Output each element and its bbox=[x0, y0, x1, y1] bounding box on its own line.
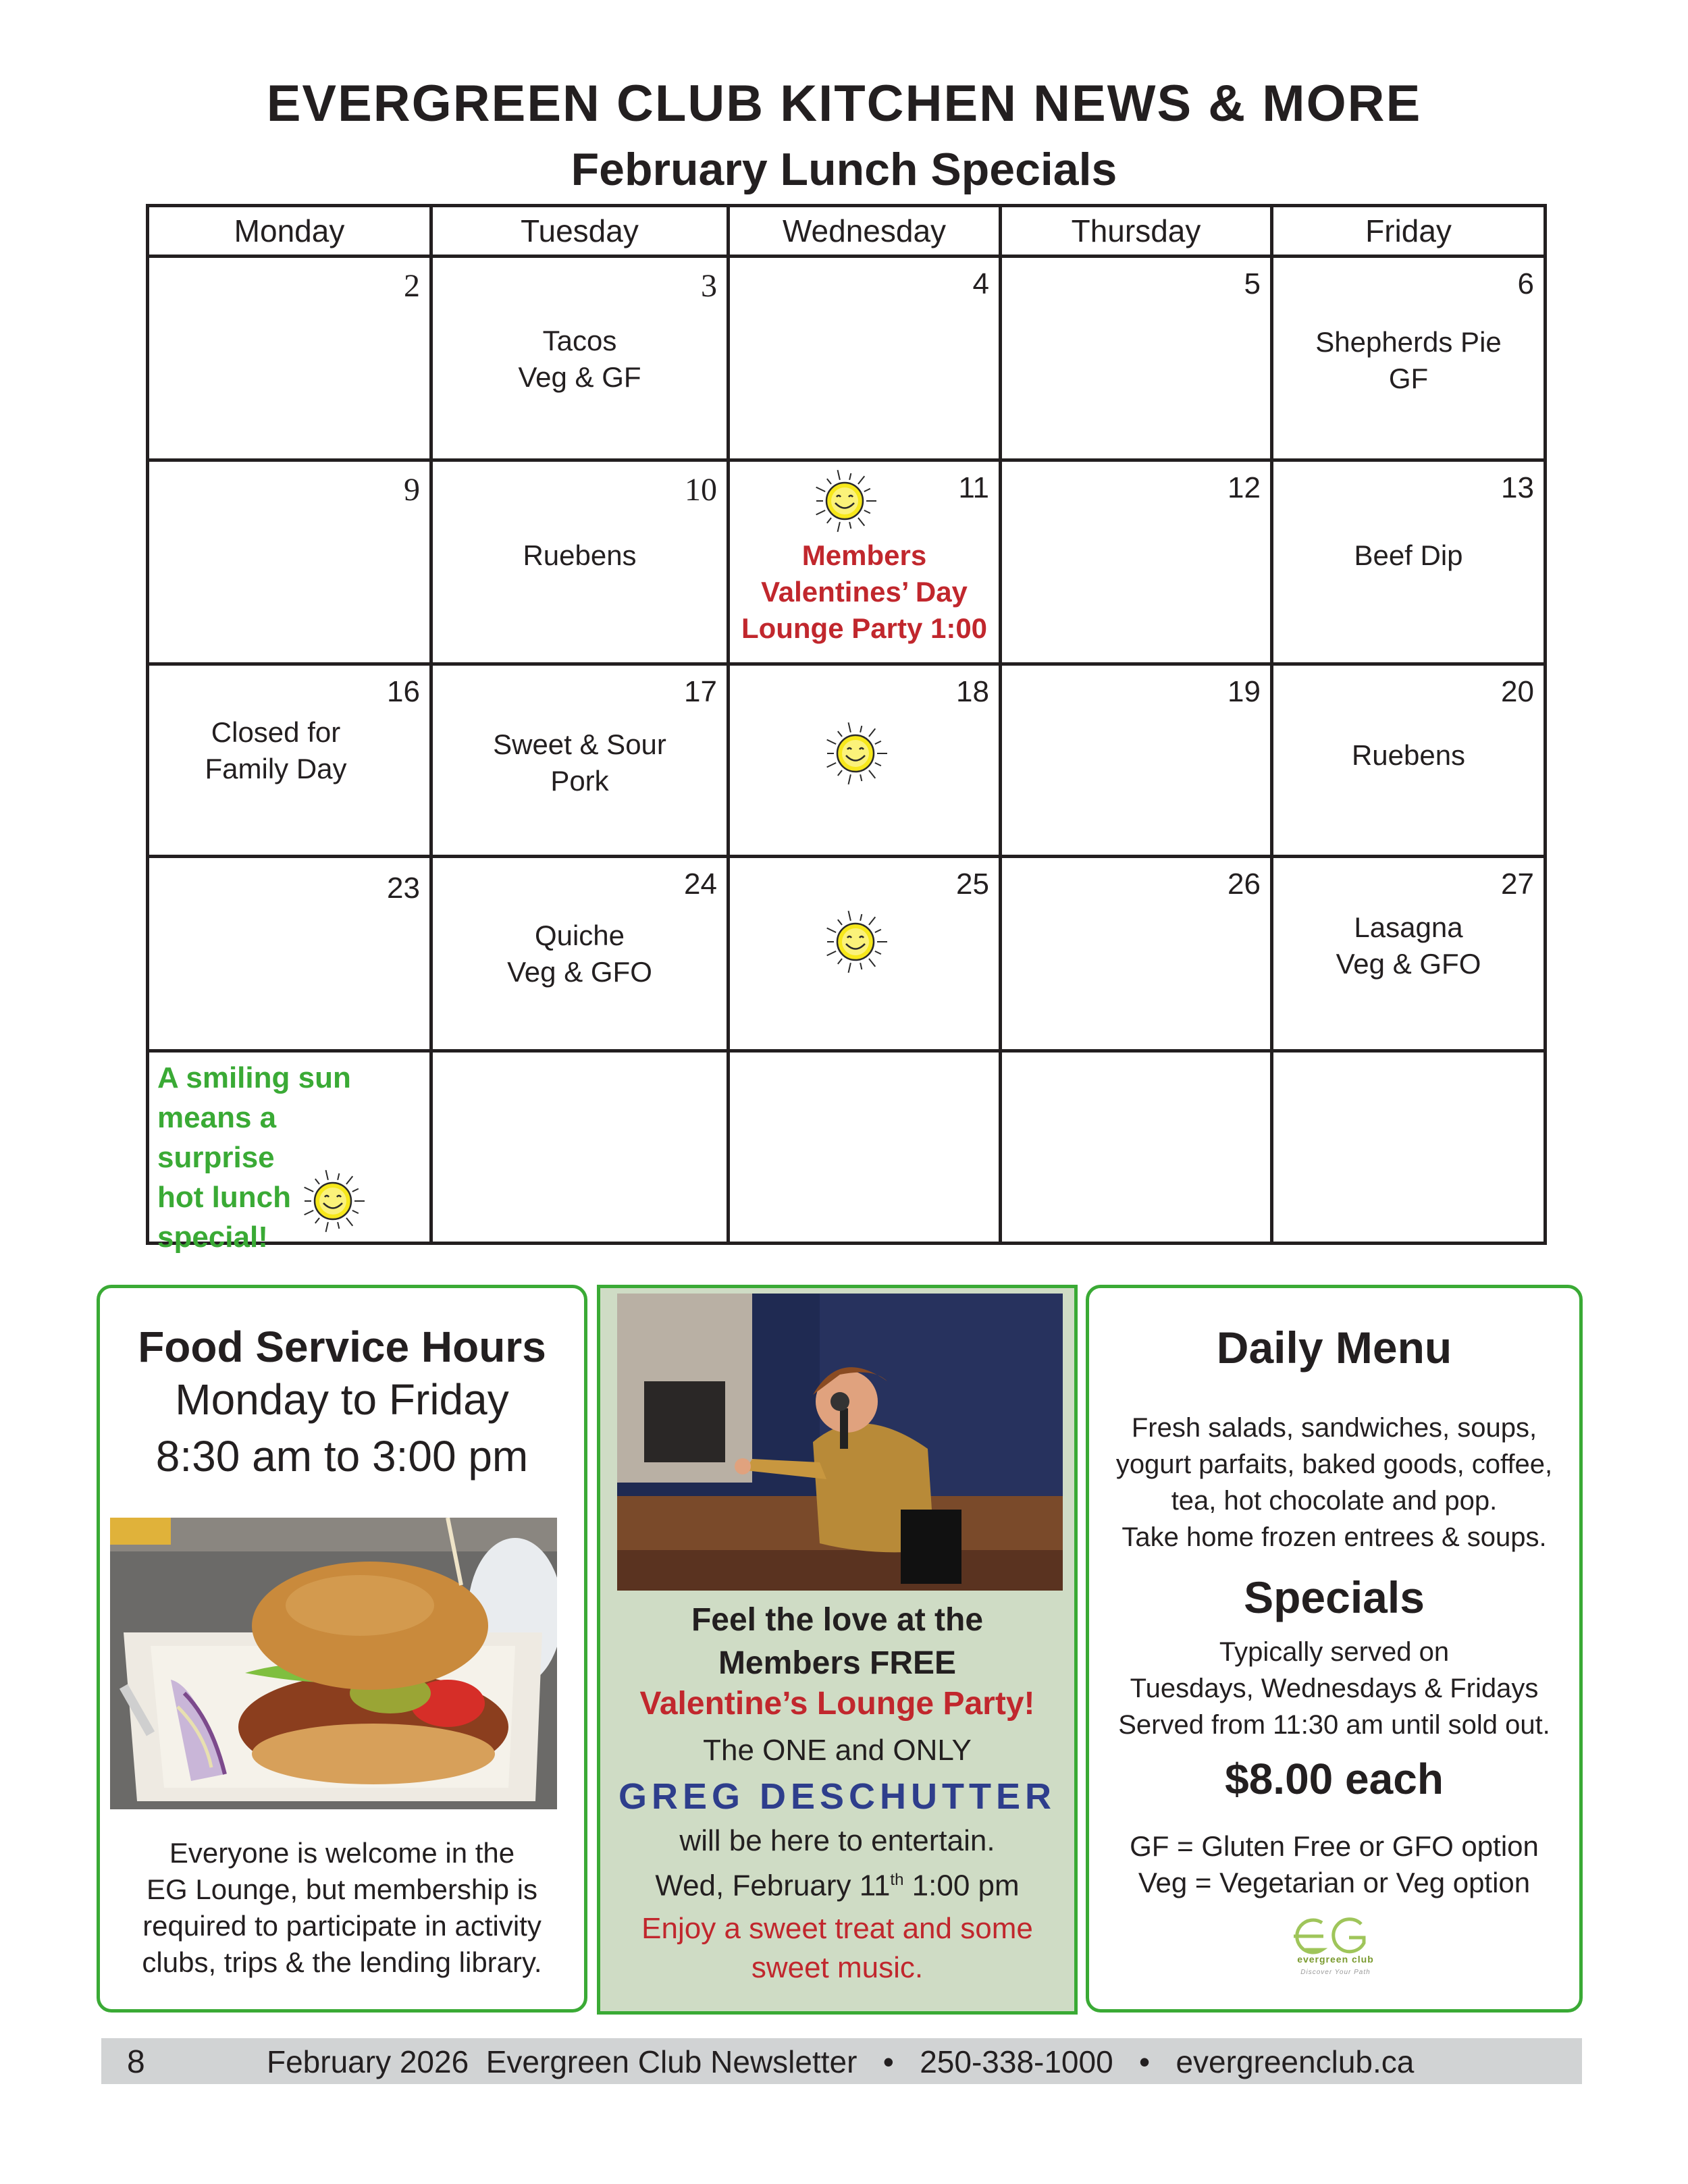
calendar-day bbox=[1272, 257, 1546, 460]
calendar-day bbox=[431, 857, 729, 1051]
day-header-wednesday: Wednesday bbox=[729, 206, 1001, 257]
daily-menu-items: Fresh salads, sandwiches, soups, yogurt parfaits, baked goods, coffee, tea, hot chocolate and pop. Take home frozen entrees & soups. bbox=[1115, 1413, 1553, 1552]
calendar-day bbox=[1001, 460, 1272, 664]
date-number: 13 bbox=[1501, 471, 1534, 504]
calendar-day bbox=[1272, 1051, 1546, 1244]
calendar-day bbox=[729, 460, 1001, 664]
smiling-sun-icon bbox=[299, 1167, 367, 1235]
date-number: 5 bbox=[1244, 267, 1261, 300]
page-number: 8 bbox=[127, 2044, 145, 2080]
day-header-friday: Friday bbox=[1272, 206, 1546, 257]
lunch-calendar bbox=[146, 204, 1547, 1254]
smiling-sun-icon bbox=[822, 908, 889, 976]
smiling-sun-icon bbox=[822, 720, 889, 787]
footer-info: February 2026 Evergreen Club Newsletter • 250-338-1000 • evergreenclub.ca bbox=[267, 2044, 1415, 2079]
food-service-box bbox=[97, 1285, 587, 2013]
membership-note: Everyone is welcome in the EG Lounge, but membership is required to participate in activity clubs, trips & the lending library. bbox=[142, 1837, 542, 1978]
calendar-day bbox=[148, 257, 431, 460]
performer-intro: The ONE and ONLY bbox=[703, 1734, 972, 1767]
calendar-week bbox=[148, 1051, 1546, 1244]
date-number: 24 bbox=[684, 868, 717, 901]
calendar-week bbox=[148, 857, 1546, 1051]
calendar-day bbox=[729, 1051, 1001, 1244]
date-number: 11 bbox=[958, 471, 989, 504]
date-number: 4 bbox=[972, 267, 989, 300]
date-number: 26 bbox=[1228, 868, 1261, 901]
calendar-day bbox=[729, 664, 1001, 857]
lunch-special: Sweet & Sour Pork bbox=[493, 728, 666, 797]
date-number: 19 bbox=[1228, 675, 1261, 708]
calendar-week bbox=[148, 257, 1546, 460]
page-footer bbox=[101, 2038, 1582, 2084]
specials-schedule: Typically served on Tuesdays, Wednesdays & Fridays Served from 11:30 am until sold out. bbox=[1118, 1637, 1550, 1740]
date-number: 3 bbox=[701, 268, 717, 304]
date-number: 18 bbox=[956, 675, 989, 708]
specials-title: Specials bbox=[1244, 1572, 1425, 1622]
food-service-time: 8:30 am to 3:00 pm bbox=[155, 1432, 529, 1481]
promo-headline: Feel the love at the Members FREE bbox=[691, 1602, 984, 1681]
date-number: 25 bbox=[956, 868, 989, 901]
page-subtitle: February Lunch Specials bbox=[571, 144, 1117, 195]
daily-menu-box bbox=[1086, 1285, 1583, 2013]
calendar-day bbox=[729, 257, 1001, 460]
date-number: 9 bbox=[404, 472, 420, 508]
lunch-special: Lasagna Veg & GFO bbox=[1336, 911, 1481, 980]
calendar-day bbox=[729, 857, 1001, 1051]
calendar-day bbox=[1001, 257, 1272, 460]
lunch-special: Ruebens bbox=[523, 539, 637, 571]
food-service-title: Food Service Hours bbox=[138, 1323, 546, 1371]
day-header-thursday: Thursday bbox=[1001, 206, 1272, 257]
lunch-special: Beef Dip bbox=[1354, 539, 1463, 571]
sun-legend-cell bbox=[148, 1051, 431, 1254]
lunch-special: Quiche Veg & GFO bbox=[507, 920, 652, 988]
calendar-day bbox=[1272, 460, 1546, 664]
date-number: 20 bbox=[1501, 675, 1534, 708]
calendar-day bbox=[1001, 857, 1272, 1051]
date-number: 27 bbox=[1501, 868, 1534, 901]
valentine-promo-box bbox=[597, 1285, 1078, 2015]
closure-note: Closed for Family Day bbox=[205, 716, 347, 784]
date-number: 2 bbox=[404, 268, 420, 304]
performance-details: will be here to entertain. Wed, February 11th 1:00 pm bbox=[600, 1821, 1074, 1906]
calendar-day bbox=[148, 857, 431, 1051]
calendar-day bbox=[431, 664, 729, 857]
performer-photo bbox=[617, 1294, 1063, 1591]
burger-photo bbox=[110, 1518, 557, 1809]
calendar-day bbox=[1001, 1051, 1272, 1244]
performance-date: Wed, February 11th 1:00 pm bbox=[655, 1869, 1020, 1902]
logo-tagline: Discover Your Path bbox=[1300, 1969, 1371, 1976]
party-name: Valentine’s Lounge Party! bbox=[639, 1686, 1035, 1722]
diet-legend: GF = Gluten Free or GFO option Veg = Vegetarian or Veg option bbox=[1130, 1830, 1539, 1898]
valentines-event: Members Valentines’ Day Lounge Party 1:00 bbox=[741, 539, 988, 644]
calendar-day bbox=[148, 460, 431, 664]
calendar-day bbox=[431, 257, 729, 460]
food-service-days: Monday to Friday bbox=[175, 1375, 509, 1424]
logo-name: evergreen club bbox=[1297, 1954, 1374, 1965]
day-header-monday: Monday bbox=[148, 206, 431, 257]
sun-legend: A smiling sun means a surprise hot lunch special! bbox=[157, 1061, 351, 1254]
calendar-day bbox=[1272, 664, 1546, 857]
date-number: 10 bbox=[685, 472, 717, 508]
date-number: 12 bbox=[1228, 471, 1261, 504]
calendar-week bbox=[148, 664, 1546, 857]
daily-menu-title: Daily Menu bbox=[1216, 1323, 1452, 1373]
date-number: 6 bbox=[1517, 267, 1534, 300]
day-header-tuesday: Tuesday bbox=[431, 206, 729, 257]
calendar-day bbox=[148, 664, 431, 857]
date-number: 23 bbox=[387, 872, 420, 905]
calendar-day bbox=[431, 460, 729, 664]
smiling-sun-icon bbox=[811, 467, 878, 535]
calendar-day bbox=[1272, 857, 1546, 1051]
promo-tagline: Enjoy a sweet treat and some sweet music. bbox=[641, 1912, 1033, 1984]
performer-name: GREG DESCHUTTER bbox=[618, 1776, 1057, 1817]
page-title: EVERGREEN CLUB KITCHEN NEWS & MORE bbox=[266, 75, 1422, 132]
calendar-week bbox=[148, 460, 1546, 664]
evergreen-club-logo bbox=[1275, 1916, 1396, 1976]
date-number: 16 bbox=[387, 675, 420, 708]
date-number: 17 bbox=[684, 675, 717, 708]
calendar-day bbox=[431, 1051, 729, 1244]
calendar-day bbox=[1001, 664, 1272, 857]
lunch-special: Tacos Veg & GF bbox=[518, 325, 641, 393]
lunch-special: Shepherds Pie GF bbox=[1315, 326, 1502, 394]
lunch-special: Ruebens bbox=[1351, 739, 1466, 771]
specials-price: $8.00 each bbox=[1225, 1755, 1444, 1803]
